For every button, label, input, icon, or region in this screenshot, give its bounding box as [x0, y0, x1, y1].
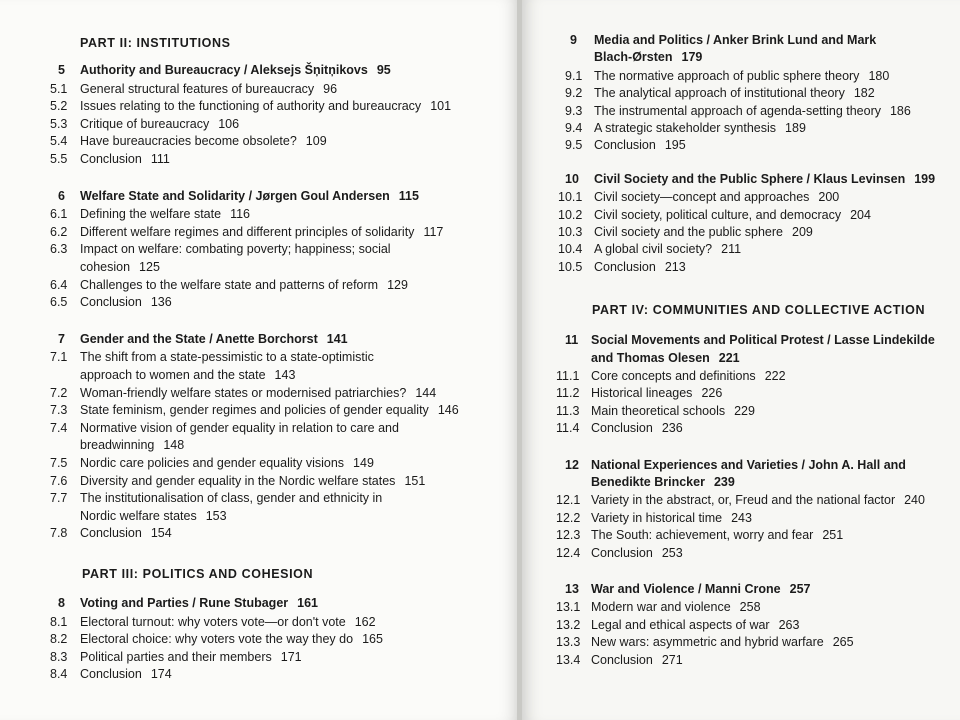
toc-entry-cont	[80, 508, 227, 525]
section-number: 13.4	[556, 652, 581, 667]
section-number: 7.8	[50, 526, 68, 541]
section-number: 7.4	[50, 420, 68, 435]
toc-entry-page-number: 258	[739, 600, 761, 615]
toc-entry	[80, 525, 172, 542]
toc-entry	[594, 259, 686, 276]
toc-entry-title: Electoral choice: why voters vote the way they do	[80, 632, 354, 647]
toc-entry-page-number: 182	[853, 86, 875, 101]
chapter-number: 10	[565, 171, 579, 186]
section-number: 5.4	[50, 134, 68, 149]
toc-entry	[591, 599, 761, 616]
toc-entry-title: A global civil society?	[594, 242, 713, 257]
section-number: 8.1	[50, 614, 68, 629]
chapter-heading-page-number: 141	[326, 331, 348, 346]
section-number: 6.4	[50, 277, 68, 292]
chapter-heading-cont-page-number: 221	[718, 350, 740, 365]
toc-entry	[591, 510, 752, 527]
toc-entry-title: Historical lineages	[591, 386, 693, 401]
toc-entry-title: Variety in the abstract, or, Freud and the national factor	[591, 493, 896, 508]
section-number: 5.1	[50, 81, 68, 96]
toc-entry-page-number: 263	[778, 617, 800, 632]
toc-entry	[594, 85, 875, 102]
toc-entry-title: Normative vision of gender equality in relation to care and	[80, 420, 399, 435]
toc-entry-page-number: 109	[305, 134, 327, 149]
toc-entry-cont	[80, 367, 295, 384]
toc-entry	[80, 666, 172, 683]
toc-entry-page-number: 101	[430, 99, 452, 114]
toc-entry	[80, 455, 374, 472]
toc-entry-page-number: 96	[323, 81, 338, 96]
toc-entry-page-number: 162	[354, 614, 376, 629]
section-number: 7.2	[50, 385, 68, 400]
part-heading: PART III: POLITICS AND COHESION	[82, 567, 314, 581]
section-number: 6.5	[50, 295, 68, 310]
toc-entry-title: Critique of bureaucracy	[80, 116, 210, 131]
toc-entry-page-number: 144	[415, 385, 437, 400]
toc-entry-title: Impact on welfare: combating poverty; happiness; social	[80, 242, 391, 257]
toc-entry-page-number: 180	[868, 68, 890, 83]
toc-entry-cont	[80, 437, 184, 454]
chapter-heading	[594, 32, 876, 49]
toc-entry	[594, 241, 741, 258]
toc-entry-page-number: 174	[150, 667, 172, 682]
toc-entry	[80, 402, 459, 419]
toc-entry-title: Diversity and gender equality in the Nordic welfare states	[80, 473, 396, 488]
chapter-heading	[80, 331, 348, 348]
section-number: 12.2	[556, 510, 581, 525]
section-number: 11.4	[556, 421, 580, 436]
toc-entry-page-number: 211	[721, 242, 742, 257]
toc-entry-cont-page-number: 148	[163, 438, 185, 453]
toc-entry-page-number: 111	[150, 152, 170, 166]
section-number: 11.1	[556, 369, 580, 383]
toc-entry-title: Different welfare regimes and different principles of solidarity	[80, 224, 415, 239]
toc-entry	[80, 614, 376, 631]
toc-entry-title: Challenges to the welfare state and patterns of reform	[80, 277, 379, 292]
toc-entry-page-number: 151	[404, 473, 426, 488]
chapter-heading-title: Civil Society and the Public Sphere / Klaus Levinsen	[594, 171, 906, 186]
toc-entry	[80, 420, 399, 437]
chapter-number: 13	[565, 582, 579, 596]
section-number: 9.5	[565, 138, 583, 153]
section-number: 13.3	[556, 635, 581, 650]
chapter-number: 6	[58, 188, 65, 203]
toc-entry	[80, 98, 451, 115]
toc-entry-title: Legal and ethical aspects of war	[591, 617, 770, 632]
toc-entry	[80, 385, 436, 402]
toc-entry	[591, 368, 786, 385]
toc-entry	[80, 277, 408, 294]
toc-entry-title: Political parties and their members	[80, 649, 272, 664]
toc-entry	[591, 527, 843, 544]
chapter-heading	[80, 188, 419, 205]
section-number: 9.2	[565, 86, 583, 101]
toc-entry	[80, 116, 239, 133]
toc-entry-page-number: 117	[423, 224, 444, 239]
toc-entry-cont-title: cohesion	[80, 260, 131, 274]
toc-entry	[594, 189, 839, 206]
toc-entry-page-number: 195	[664, 138, 686, 153]
toc-entry-page-number: 222	[764, 369, 786, 383]
toc-entry-title: Civil society and the public sphere	[594, 225, 783, 239]
toc-entry-page-number: 146	[437, 403, 459, 418]
toc-entry	[591, 403, 755, 420]
chapter-heading-page-number: 161	[297, 596, 318, 610]
toc-entry-title: Civil society—concept and approaches	[594, 190, 810, 205]
section-number: 13.2	[556, 617, 581, 632]
section-number: 8.3	[50, 649, 68, 664]
toc-entry	[591, 617, 799, 634]
chapter-heading-title: National Experiences and Varieties / John A. Hall and	[591, 457, 906, 472]
toc-entry-page-number: 240	[904, 493, 925, 508]
section-number: 10.4	[558, 242, 583, 257]
toc-entry	[594, 137, 686, 154]
right-page	[522, 0, 960, 720]
toc-entry-cont-title: approach to women and the state	[80, 368, 266, 382]
section-number: 11.3	[556, 403, 580, 418]
toc-entry-page-number: 265	[832, 635, 854, 650]
toc-entry-title: The South: achievement, worry and fear	[591, 528, 814, 543]
toc-entry	[591, 420, 683, 437]
toc-entry-cont-title: breadwinning	[80, 438, 155, 453]
section-number: 6.1	[50, 207, 68, 222]
toc-entry	[594, 103, 911, 120]
chapter-heading-cont	[591, 350, 740, 367]
toc-entry-page-number: 209	[792, 225, 813, 239]
chapter-heading	[591, 457, 906, 474]
section-number: 9.4	[565, 121, 583, 135]
toc-entry-page-number: 106	[218, 116, 240, 131]
section-number: 12.1	[556, 493, 581, 508]
toc-entry	[80, 473, 425, 490]
section-number: 7.7	[50, 491, 68, 506]
chapter-number: 9	[570, 33, 577, 47]
chapter-number: 11	[565, 333, 579, 348]
toc-entry-cont-page-number: 153	[205, 508, 227, 523]
toc-entry-page-number: 213	[664, 259, 686, 274]
chapter-heading-cont-title: Blach-Ørsten	[594, 50, 673, 65]
section-number: 5.2	[50, 99, 68, 114]
toc-entry-title: Woman-friendly welfare states or modernised patriarchies?	[80, 385, 407, 400]
chapter-heading-page-number: 199	[914, 171, 936, 186]
toc-entry-page-number: 186	[889, 103, 911, 118]
toc-entry-page-number: 236	[661, 421, 683, 436]
toc-entry-title: Have bureaucracies become obsolete?	[80, 134, 297, 149]
toc-entry	[80, 294, 172, 311]
toc-entry-cont-page-number: 143	[274, 368, 296, 382]
toc-entry	[80, 133, 327, 150]
toc-entry	[591, 492, 925, 509]
toc-entry	[591, 545, 683, 562]
toc-entry	[594, 120, 806, 137]
toc-entry-title: General structural features of bureaucracy	[80, 81, 315, 96]
toc-entry-page-number: 116	[230, 207, 250, 222]
toc-entry-title: Conclusion	[80, 667, 142, 682]
toc-entry-title: The instrumental approach of agenda-setting theory	[594, 103, 881, 118]
section-number: 6.2	[50, 224, 68, 239]
chapter-heading	[594, 171, 935, 188]
chapter-number: 12	[565, 457, 579, 472]
toc-entry-title: Electoral turnout: why voters vote—or don't vote	[80, 614, 346, 629]
toc-entry-title: New wars: asymmetric and hybrid warfare	[591, 635, 824, 650]
toc-entry-title: Defining the welfare state	[80, 207, 222, 222]
section-number: 10.2	[558, 207, 583, 222]
chapter-heading-cont	[594, 49, 702, 66]
toc-entry-page-number: 243	[731, 510, 752, 525]
toc-entry-title: Main theoretical schools	[591, 403, 726, 418]
chapter-heading-cont-page-number: 239	[713, 475, 735, 489]
toc-entry-title: Modern war and violence	[591, 600, 731, 615]
toc-entry	[591, 385, 722, 402]
toc-entry	[80, 349, 374, 366]
toc-entry-title: The analytical approach of institutional theory	[594, 86, 845, 101]
toc-entry	[80, 151, 170, 168]
part-heading: PART II: INSTITUTIONS	[80, 36, 231, 50]
section-number: 10.1	[558, 190, 583, 205]
toc-entry-title: The institutionalisation of class, gender and ethnicity in	[80, 491, 383, 506]
chapter-heading-title: War and Violence / Manni Crone	[591, 582, 781, 596]
toc-entry-page-number: 165	[362, 632, 383, 647]
toc-entry	[80, 631, 383, 648]
section-number: 7.1	[50, 350, 68, 365]
chapter-number: 8	[58, 596, 65, 610]
section-number: 8.2	[50, 632, 68, 647]
part-heading: PART IV: COMMUNITIES AND COLLECTIVE ACTION	[592, 303, 926, 318]
toc-entry-title: Core concepts and definitions	[591, 369, 756, 383]
toc-entry	[80, 206, 250, 223]
toc-entry-page-number: 129	[387, 277, 408, 292]
toc-entry-page-number: 271	[661, 652, 683, 667]
toc-entry	[594, 224, 813, 241]
section-number: 7.6	[50, 473, 68, 488]
toc-entry-cont-page-number: 125	[139, 260, 160, 274]
toc-entry-cont-title: Nordic welfare states	[80, 508, 197, 523]
toc-entry-title: Civil society, political culture, and democracy	[594, 207, 842, 222]
section-number: 13.1	[556, 600, 581, 615]
toc-entry	[594, 207, 871, 224]
toc-entry-title: Conclusion	[591, 545, 653, 560]
chapter-heading-cont	[591, 474, 735, 491]
chapter-heading-cont-title: Benedikte Brincker	[591, 475, 705, 489]
chapter-heading-page-number: 95	[376, 63, 391, 77]
chapter-heading	[591, 581, 810, 598]
toc-entry-page-number: 154	[150, 526, 172, 541]
chapter-heading	[80, 595, 318, 612]
toc-entry	[80, 241, 391, 258]
section-number: 12.4	[556, 545, 581, 560]
toc-entry-title: Conclusion	[591, 421, 653, 436]
toc-entry-title: Issues relating to the functioning of authority and bureaucracy	[80, 99, 422, 114]
chapter-heading-title: Gender and the State / Anette Borchorst	[80, 331, 318, 346]
toc-entry-title: The shift from a state-pessimistic to a state-optimistic	[80, 350, 374, 365]
toc-entry-page-number: 253	[661, 545, 683, 560]
toc-entry	[594, 68, 889, 85]
section-number: 6.3	[50, 242, 68, 257]
toc-entry-title: The normative approach of public sphere theory	[594, 68, 860, 83]
toc-entry-title: Conclusion	[80, 295, 142, 310]
toc-entry-title: Conclusion	[591, 652, 653, 667]
toc-entry-title: State feminism, gender regimes and policies of gender equality	[80, 403, 429, 418]
toc-entry-page-number: 229	[734, 403, 755, 418]
section-number: 9.3	[565, 103, 583, 118]
section-number: 11.2	[556, 386, 580, 401]
chapter-heading-cont-title: and Thomas Olesen	[591, 350, 710, 365]
section-number: 10.5	[558, 259, 583, 274]
chapter-heading-title: Social Movements and Political Protest / Lasse Lindekilde	[591, 333, 935, 348]
toc-entry-page-number: 204	[850, 207, 871, 222]
section-number: 10.3	[558, 225, 583, 239]
chapter-heading	[80, 62, 391, 79]
toc-entry-page-number: 189	[785, 121, 806, 135]
toc-entry-page-number: 149	[353, 456, 374, 470]
toc-entry-title: Nordic care policies and gender equality visions	[80, 456, 345, 470]
chapter-heading-title: Authority and Bureaucracy / Aleksejs Šņitņikovs	[80, 63, 368, 77]
section-number: 12.3	[556, 528, 581, 543]
chapter-heading-title: Voting and Parties / Rune Stubager	[80, 596, 289, 610]
toc-entry-title: Conclusion	[80, 152, 142, 166]
toc-entry-page-number: 200	[818, 190, 840, 205]
section-number: 5.5	[50, 152, 68, 166]
chapter-heading-page-number: 115	[398, 188, 419, 203]
chapter-heading-title: Welfare State and Solidarity / Jørgen Goul Andersen	[80, 188, 390, 203]
toc-entry-cont	[80, 259, 160, 276]
toc-entry	[591, 652, 683, 669]
chapter-heading-page-number: 257	[789, 582, 811, 596]
toc-entry-page-number: 226	[701, 386, 723, 401]
chapter-heading-title: Media and Politics / Anker Brink Lund and Mark	[594, 33, 877, 47]
toc-entry-title: Variety in historical time	[591, 510, 723, 525]
toc-entry-title: Conclusion	[594, 259, 656, 274]
toc-entry-title: Conclusion	[80, 526, 142, 541]
toc-entry-page-number: 251	[822, 528, 844, 543]
toc-entry-page-number: 171	[280, 649, 302, 664]
section-number: 9.1	[565, 68, 583, 83]
chapter-number: 7	[58, 331, 65, 346]
toc-entry	[591, 634, 854, 651]
toc-entry	[80, 649, 302, 666]
toc-entry	[80, 81, 337, 98]
chapter-heading-cont-page-number: 179	[681, 50, 703, 65]
toc-entry-title: Conclusion	[594, 138, 656, 153]
section-number: 7.5	[50, 456, 68, 470]
chapter-number: 5	[58, 63, 65, 77]
section-number: 5.3	[50, 116, 68, 131]
toc-entry-title: A strategic stakeholder synthesis	[594, 121, 777, 135]
chapter-heading	[591, 332, 935, 349]
section-number: 7.3	[50, 403, 68, 418]
section-number: 8.4	[50, 667, 68, 682]
toc-entry	[80, 224, 443, 241]
toc-entry	[80, 490, 382, 507]
toc-entry-page-number: 136	[150, 295, 172, 310]
